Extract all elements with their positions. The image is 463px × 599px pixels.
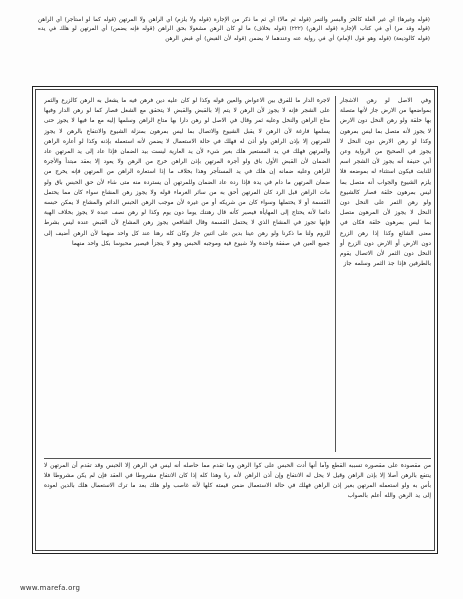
margin-commentary-top: (قوله وغيرها) أي غير الغلة كالخز والبسر والتمر (قوله ثم مالا) أي ثم ما ذكر من الإجارة (قوله ولا يلزم) أي الراهن ولا المرتهن (قوله كما لو استأجر) أي الراهن (قوله وقد مر) أي في كتاب الإجارة (قوله الرهن) (٢٢٢) (قوله بخلاف) ما لو كان الرهن مشغولا بحق الراهن (قوله فإنه يضمن) أي المرتهن لو هلك في يده (قوله كالوديعة) (قوله وهو قول الإمام) أي في رواية عنه وعندهما لا يضمن (قوله لأن القبض) أي قبض الرهن [38, 17, 430, 42]
source-watermark: www.marefa.org [20, 584, 81, 592]
footnote-commentary-bottom: من مقصودة على مقصوره تسببه القطع وآما أنها أدت الحبس على كوا الرهن وما تقدم مما حاصله أنه ليس في الرهن إلا الحبس وقد تقدم أن المرتهن لا ينتفع بالرهن أصلا إلا بإذن الراهن وقيل لا يحل له الانتفاع وإن أذن الراهن لأنه ربا وهذا كله إذا كان الانتفاع مشروطا في العقد فإن لم يكن مشروطا فلا بأس به ولو استعمله المرتهن بغير إذن الراهن فهلك في حالة الاستعمال ضمن قيمته كلها لأنه غاصب ولو هلك بعد ما ترك الاستعمال هلك بالدين لعوده إلى يد الرهن والله أعلم بالصواب [44, 458, 431, 548]
side-commentary-column: وفي الاصل لو رهن الاشجار بمواضعها من الارض جاز لأنها متصلة بها خلقة ولو رهن النخل دون الارض لا يجوز لأنه متصل بما ليس بمرهون وكذا لو رهن الارض دون النخل لا يجوز في الصحيح من الرواية وعن أبي حنيفة أنه يجوز لأن الشجر اسم للنابت فيكون استثناء له بموضعه فلا يلزم الشيوع والجواب أنه متصل بما ليس بمرهون خلقة فصار كالشيوع ولو رهن الثمر على النخل دون النخل لا يجوز لأن المرهون متصل بما ليس بمرهون خلقة فكان في معنى الشائع وكذا إذا رهن الزرع دون الارض أو الارض دون الزرع أو النخل دون الثمر لأن الاتصال يقوم بالطرفين فإذا جذ الثمر وسلمه جاز [335, 96, 431, 452]
main-text-body: لاجرة الدار ما للفرق بين الاعواض والعين قوله وكذا لو كان عليه دين فرهن فيه ما يشغل به الرهن كالزرع والثمر على الشجر فإنه لا يجوز لأن الرهن لا يتم إلا بالقبض والقبض لا يتحقق مع الشغل فصار كما لو رهن الدار وفيها متاع الراهن والنخل وعليه ثمر وقال في الاصل لو رهن دارا بها متاع الراهن وسلمها إليه مع ما فيها لا يجوز حتى يسلمها فارغة لأن الرهن لا يقبل الشيوع والاتصال بما ليس بمرهون بمنزلة الشيوع والانتفاع بالرهن لا يجوز للمرتهن إلا بإذن الراهن ولو أذن له فهلك في حالة الاستعمال لا يضمن لأنه استعمله بإذنه وكذا لو أعاره الراهن والمرتهن فهلك في يد المستعير هلك بغير شيء لأن يد العارية ليست بيد الضمان فإذا عاد إلى يد المرتهن عاد الضمان لأن القبض الأول باق ولو أجره المرتهن بإذن الراهن خرج من الرهن ولا يعود إلا بعقد مبتدأ والأجرة للراهن وعليه ضمانه إن هلك في يد المستأجر وهذا بخلاف ما إذا استعاره الراهن من المرتهن فإنه يخرج من ضمان المرتهن ما دام في يده فإذا رده عاد الضمان وللمرتهن أن يسترده منه متى شاء لأن حق الحبس باق ولو مات الراهن قبل الرد كان المرتهن أحق به من سائر الغرماء قوله ولا يجوز رهن المشاع سواء كان مما يحتمل القسمة أو لا يحتملها وسواء كان من شريكه أو من غيره لأن موجب الرهن الحبس الدائم والمشاع لا يمكن حبسه دائما لأنه يحتاج إلى المهايأة فيصير كأنه قال رهنتك يوما دون يوم وكذا لو رهن نصف عبده لا يجوز بخلاف الهبة فإنها تجوز في المشاع الذي لا يحتمل القسمة وقال الشافعي يجوز رهن المشاع لأن القبض عنده ليس بشرط للزوم ولنا ما ذكرنا ولو رهن عينا بدين على اثنين جاز وكان كله رهنا عند كل واحد منهما لأن الرهن أضيف إلى جميع العين في صفقة واحدة ولا شيوع فيه وموجبه الحبس وهو لا يتجزأ فيصير محبوسا بكل واحد منهما [44, 98, 330, 247]
